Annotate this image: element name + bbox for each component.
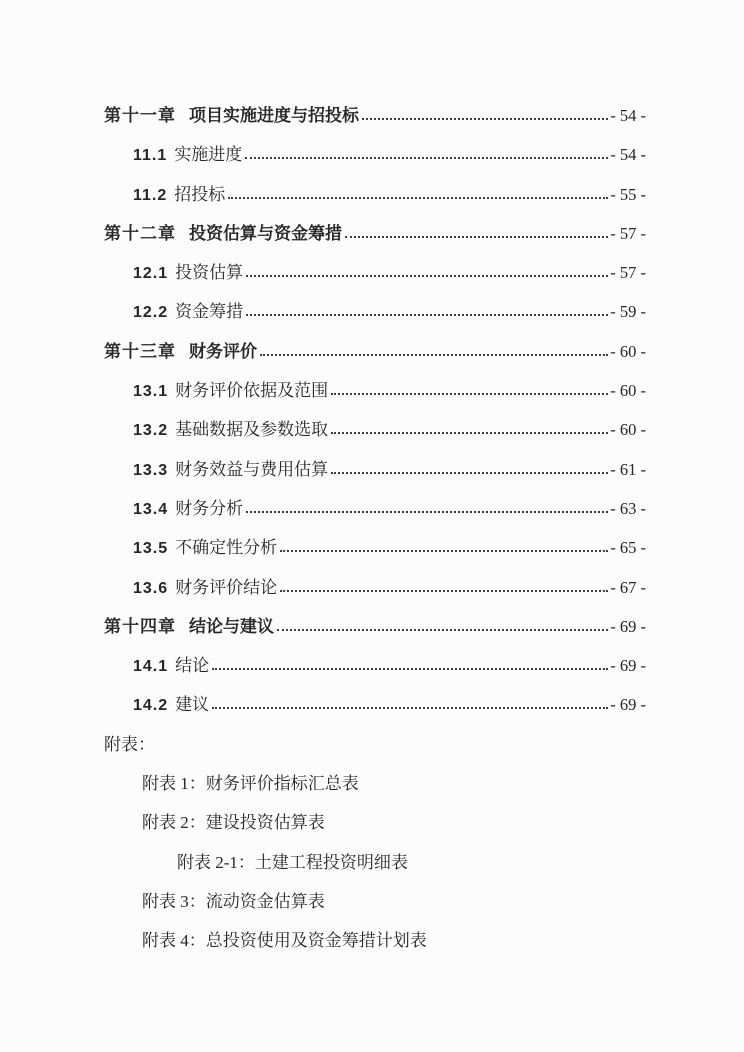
toc-entry-title: 结论 bbox=[175, 656, 210, 676]
dot-leader bbox=[245, 157, 608, 159]
toc-entry-page: - 60 - bbox=[610, 420, 646, 440]
toc-entry-page: - 69 - bbox=[610, 656, 646, 676]
toc-entry-title: 资金筹措 bbox=[175, 302, 244, 322]
toc-entry[interactable] bbox=[133, 292, 646, 331]
dot-leader bbox=[212, 707, 608, 709]
toc-entry-number: 11.2 bbox=[133, 186, 168, 204]
toc-entry-number: 12.2 bbox=[133, 304, 169, 322]
appendix-item bbox=[142, 921, 646, 960]
dot-leader bbox=[331, 472, 608, 474]
toc-entry-title: 实施进度 bbox=[174, 145, 243, 165]
toc-entry-page: - 59 - bbox=[610, 302, 646, 322]
toc-entry-title: 财务评价结论 bbox=[175, 577, 278, 597]
toc-entry-title: 投资估算 bbox=[175, 263, 244, 283]
toc-entry[interactable] bbox=[133, 135, 646, 174]
toc-entry[interactable] bbox=[133, 371, 646, 410]
toc-entry-page: - 55 - bbox=[610, 184, 646, 204]
toc-entry-page: - 61 - bbox=[610, 459, 646, 479]
dot-leader bbox=[260, 354, 608, 356]
appendix-list bbox=[104, 764, 646, 960]
toc-entry-page: - 54 - bbox=[610, 106, 646, 125]
toc-entry-title: 建议 bbox=[175, 695, 210, 715]
dot-leader bbox=[280, 550, 608, 552]
toc-entry-page: - 67 - bbox=[610, 577, 646, 597]
toc-entry-number: 13.4 bbox=[133, 500, 169, 518]
toc-entry-title: 财务效益与费用估算 bbox=[175, 459, 329, 479]
dot-leader bbox=[331, 393, 608, 395]
toc-entry[interactable] bbox=[104, 96, 646, 135]
appendix-item-label: 附表 1：财务评价指标汇总表 bbox=[142, 774, 359, 794]
dot-leader bbox=[277, 629, 608, 631]
dot-leader bbox=[212, 668, 608, 670]
appendix-item bbox=[142, 764, 646, 803]
toc-entry-number: 第十四章 bbox=[104, 616, 176, 636]
toc-entry-page: - 63 - bbox=[610, 498, 646, 518]
toc-list bbox=[104, 96, 646, 725]
toc-entry-number: 12.1 bbox=[133, 265, 169, 283]
toc-entry[interactable] bbox=[133, 568, 646, 607]
toc-entry-number: 13.5 bbox=[133, 540, 169, 558]
toc-entry-page: - 54 - bbox=[610, 145, 646, 165]
toc-entry[interactable] bbox=[133, 489, 646, 528]
toc-entry[interactable] bbox=[133, 175, 646, 214]
appendix-item bbox=[142, 803, 646, 842]
toc-entry-page: - 57 - bbox=[610, 223, 646, 243]
appendix-item-label: 附表 4：总投资使用及资金筹措计划表 bbox=[142, 931, 427, 951]
toc-entry-title: 招投标 bbox=[174, 184, 226, 204]
toc-entry-number: 11.1 bbox=[133, 147, 168, 165]
toc-entry-number: 第十二章 bbox=[104, 223, 176, 243]
dot-leader bbox=[362, 118, 608, 120]
toc-entry[interactable] bbox=[133, 528, 646, 567]
dot-leader bbox=[246, 314, 608, 316]
toc-entry[interactable] bbox=[104, 607, 646, 646]
appendix-item bbox=[177, 843, 646, 882]
toc-entry-page: - 57 - bbox=[610, 263, 646, 283]
toc-entry-number: 第十一章 bbox=[104, 106, 176, 125]
dot-leader bbox=[246, 275, 608, 277]
appendix-heading: 附表： bbox=[104, 734, 155, 754]
toc-entry-number: 13.1 bbox=[133, 383, 169, 401]
toc-entry[interactable] bbox=[104, 332, 646, 371]
toc-entry-title: 项目实施进度与招投标 bbox=[189, 106, 359, 125]
toc-entry-title: 基础数据及参数选取 bbox=[175, 420, 329, 440]
appendix-section bbox=[104, 725, 646, 961]
toc-entry[interactable] bbox=[133, 410, 646, 449]
toc-entry-title: 财务分析 bbox=[175, 498, 244, 518]
appendix-item-label: 附表 2：建设投资估算表 bbox=[142, 813, 325, 833]
toc-entry[interactable] bbox=[133, 450, 646, 489]
toc-entry-title: 财务评价 bbox=[189, 341, 257, 361]
toc-entry-title: 结论与建议 bbox=[189, 616, 274, 636]
toc-entry[interactable] bbox=[133, 685, 646, 724]
toc-entry-title: 不确定性分析 bbox=[175, 538, 278, 558]
toc-entry-number: 14.1 bbox=[133, 658, 169, 676]
dot-leader bbox=[345, 236, 608, 238]
toc-entry-page: - 60 - bbox=[610, 381, 646, 401]
dot-leader bbox=[246, 511, 608, 513]
toc-entry-number: 13.6 bbox=[133, 579, 169, 597]
toc-entry-title: 投资估算与资金筹措 bbox=[189, 223, 342, 243]
toc-entry-page: - 65 - bbox=[610, 538, 646, 558]
appendix-item-label: 附表 3：流动资金估算表 bbox=[142, 891, 325, 911]
appendix-heading-row bbox=[104, 725, 646, 764]
appendix-item bbox=[142, 882, 646, 921]
toc-entry-number: 13.2 bbox=[133, 422, 169, 440]
toc-entry-page: - 69 - bbox=[610, 695, 646, 715]
toc-entry-page: - 60 - bbox=[610, 341, 646, 361]
toc-entry-title: 财务评价依据及范围 bbox=[175, 381, 329, 401]
toc-entry[interactable] bbox=[133, 253, 646, 292]
dot-leader bbox=[331, 432, 608, 434]
toc-entry[interactable] bbox=[133, 646, 646, 685]
toc-entry-number: 第十三章 bbox=[104, 341, 176, 361]
toc-entry-page: - 69 - bbox=[610, 616, 646, 636]
dot-leader bbox=[280, 590, 608, 592]
toc-entry-number: 14.2 bbox=[133, 697, 169, 715]
toc-entry[interactable] bbox=[104, 214, 646, 253]
dot-leader bbox=[228, 197, 608, 199]
toc-entry-number: 13.3 bbox=[133, 461, 169, 479]
appendix-item-label: 附表 2-1：土建工程投资明细表 bbox=[177, 852, 408, 872]
